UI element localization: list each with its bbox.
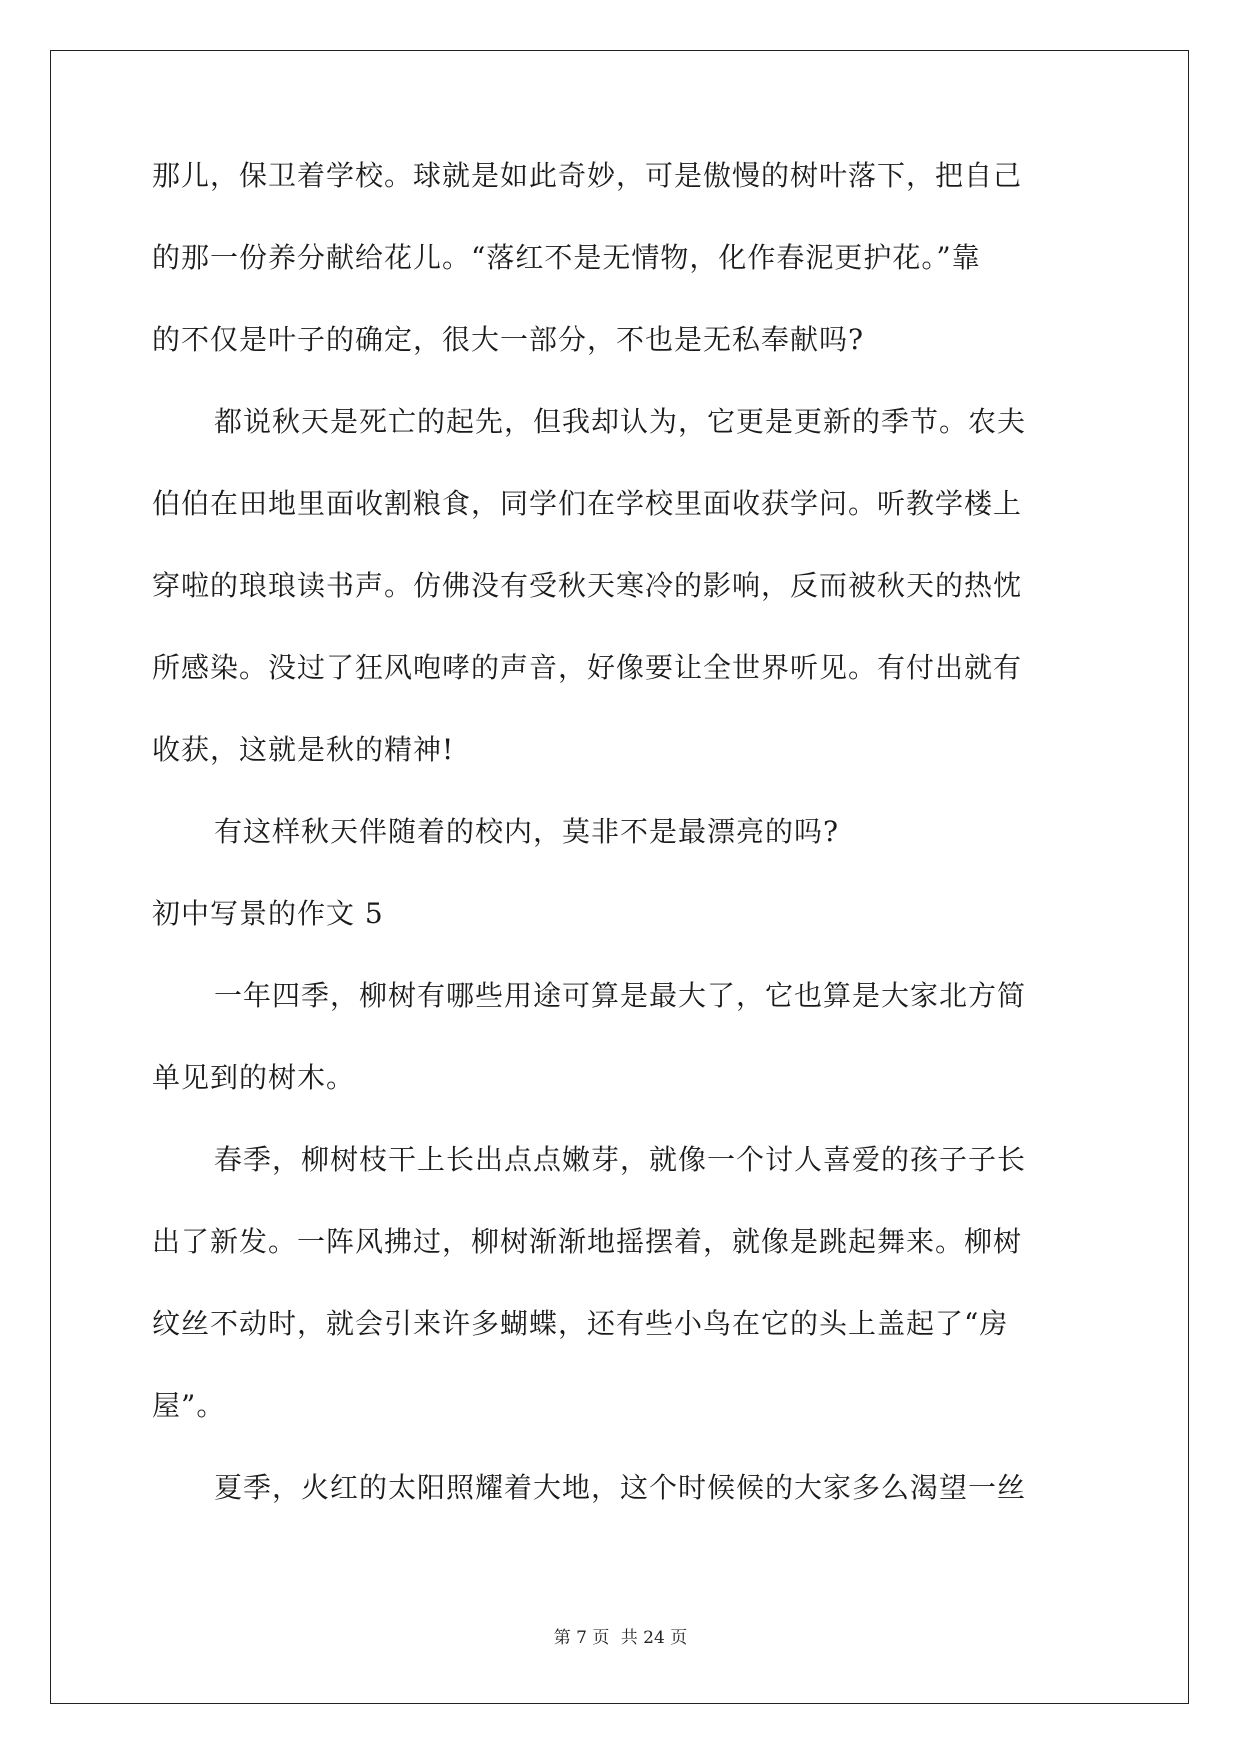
section-heading: 初中写景的作文 5 [152,897,384,930]
paragraph-start-line: 春季，柳树枝干上长出点点嫩芽，就像一个讨人喜爱的孩子子长 [214,1143,1027,1176]
text-line: 伯伯在田地里面收割粮食，同学们在学校里面收获学问。听教学楼上 [152,487,1023,520]
text-line: 收获，这就是秋的精神! [152,733,455,766]
text-line: 的那一份养分献给花儿。“落红不是无情物，化作春泥更护花。”靠 [152,241,981,274]
text-line: 所感染。没过了狂风咆哮的声音，好像要让全世界听见。有付出就有 [152,651,1023,684]
total-page-count: 共 24 页 [620,1628,688,1648]
current-page-number: 第 7 页 [553,1628,610,1648]
paragraph-start-line: 一年四季，柳树有哪些用途可算是最大了，它也算是大家北方简 [214,979,1027,1012]
page-footer [0,1623,1241,1648]
paragraph-start-line: 都说秋天是死亡的起先，但我却认为，它更是更新的季节。农夫 [214,405,1027,438]
text-line: 的不仅是叶子的确定，很大一部分，不也是无私奉献吗? [152,323,865,356]
document-body [152,158,1086,1552]
paragraph-start-line: 有这样秋天伴随着的校内，莫非不是最漂亮的吗? [214,815,840,848]
text-line: 单见到的树木。 [152,1061,356,1094]
text-line: 穿啦的琅琅读书声。仿佛没有受秋天寒冷的影响，反而被秋天的热忱 [152,569,1023,602]
text-line: 屋”。 [152,1389,226,1422]
text-line: 出了新发。一阵风拂过，柳树渐渐地摇摆着，就像是跳起舞来。柳树 [152,1225,1023,1258]
paragraph-start-line: 夏季，火红的太阳照耀着大地，这个时候候的大家多么渴望一丝 [214,1471,1027,1504]
text-line: 那儿，保卫着学校。球就是如此奇妙，可是傲慢的树叶落下，把自己 [152,159,1023,192]
text-line: 纹丝不动时，就会引来许多蝴蝶，还有些小鸟在它的头上盖起了“房 [152,1307,1009,1340]
